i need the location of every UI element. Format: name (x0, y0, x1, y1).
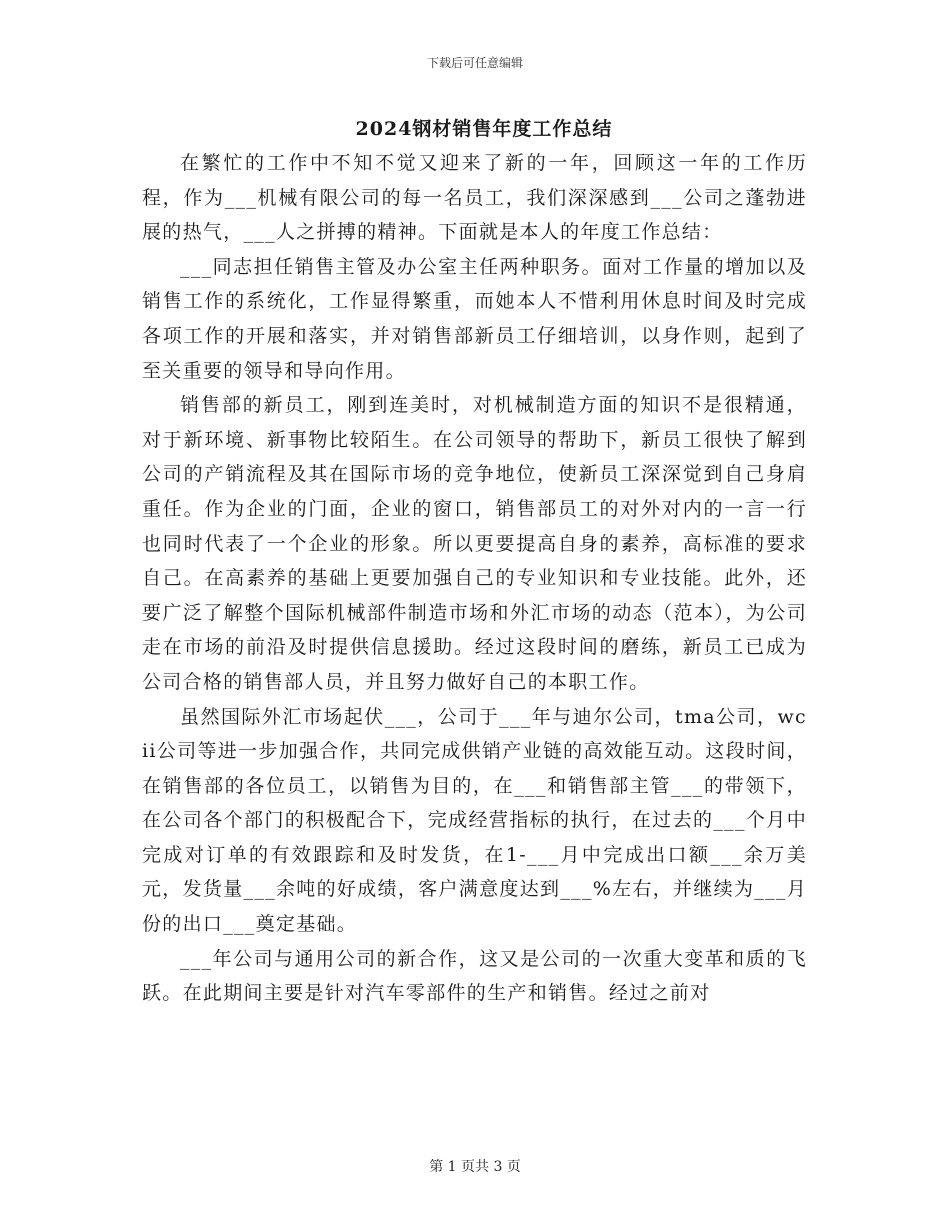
paragraph: ___同志担任销售主管及办公室主任两种职务。面对工作量的增加以及销售工作的系统化，工作显得繁重，而她本人不惜利用休息时间及时完成各项工作的开展和落实，并对销售部新员工仔细培训，以身作则，起到了至关重要的领导和导向作用。 (142, 255, 807, 382)
document-body (142, 146, 807, 1011)
paragraph: 在繁忙的工作中不知不觉又迎来了新的一年，回顾这一年的工作历程，作为___机械有限公司的每一名员工，我们深深感到___公司之蓬勃进展的热气，___人之拼搏的精神。下面就是本人的年度工作总结： (142, 152, 807, 244)
document-title: 2024钢材销售年度工作总结 (355, 118, 613, 140)
paragraph: 销售部的新员工，刚到连美时，对机械制造方面的知识不是很精通，对于新环境、新事物比较陌生。在公司领导的帮助下，新员工很快了解到公司的产销流程及其在国际市场的竞争地位，使新员工深深觉到自己身肩重任。作为企业的门面，企业的窗口，销售部员工的对外对内的一言一行也同时代表了一个企业的形象。所以更要提高自身的素养，高标准的要求自己。在高素养的基础上更要加强自己的专业知识和专业技能。此外，还要广泛了解整个国际机械部件制造市场和外汇市场的动态（范本），为公司走在市场的前沿及时提供信息援助。经过这段时间的磨练，新员工已成为公司合格的销售部人员，并且努力做好自己的本职工作。 (142, 394, 807, 693)
page-number: 第 1 页共 3 页 (429, 1159, 521, 1175)
header-note: 下载后可任意编辑 (426, 56, 523, 70)
paragraph: 虽然国际外汇市场起伏___，公司于___年与迪尔公司，tma公司，wcii公司等进一步加强合作，共同完成供销产业链的高效能互动。这段时间，在销售部的各位员工，以销售为目的，在___和销售部主管___的带领下，在公司各个部门的积极配合下，完成经营指标的执行，在过去的___个月中完成对订单的有效跟踪和及时发货，在1-___月中完成出口额___余万美元，发货量___余吨的好成绩，客户满意度达到___%左右，并继续为___月份的出口___奠定基础。 (142, 705, 807, 936)
paragraph: ___年公司与通用公司的新合作，这又是公司的一次重大变革和质的飞跃。在此期间主要是针对汽车零部件的生产和销售。经过之前对 (142, 947, 807, 1005)
